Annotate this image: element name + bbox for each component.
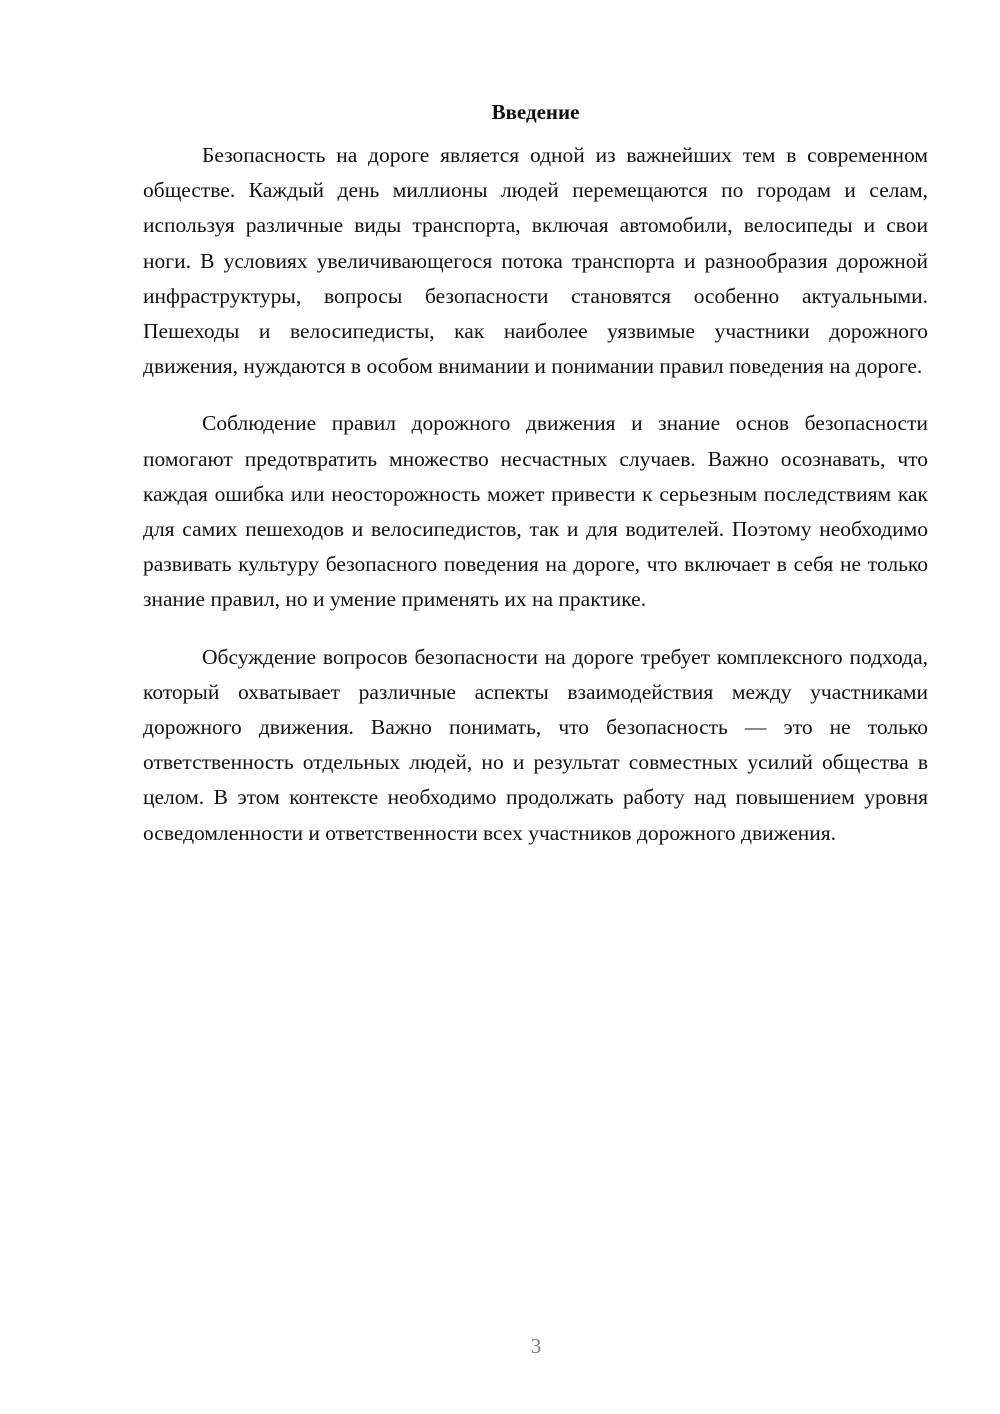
- page-content: [143, 96, 928, 873]
- paragraph-2: Соблюдение правил дорожного движения и знание основ безопасности помогают предотвратить множество несчастных случаев. Важно осознавать, что каждая ошибка или неосторожность может привести к серьезным последствиям как для самих пешеходов и велосипедистов, так и для водителей. Поэтому необходимо развивать культуру безопасного поведения на дороге, что включает в себя не только знание правил, но и умение применять их на практике.: [143, 411, 928, 612]
- page-number: 3: [530, 1334, 542, 1358]
- section-title: Введение: [491, 100, 580, 124]
- paragraph-3: Обсуждение вопросов безопасности на дороге требует комплексного подхода, который охватывает различные аспекты взаимодействия между участниками дорожного движения. Важно понимать, что безопасность — это не только ответственность отдельных людей, но и результат совместных усилий общества в целом. В этом контексте необходимо продолжать работу над повышением уровня осведомленности и ответственности всех участников дорожного движения.: [143, 644, 928, 845]
- paragraph-1: Безопасность на дороге является одной из важнейших тем в современном обществе. Каждый день миллионы людей перемещаются по городам и селам, используя различные виды транспорта, включая автомобили, велосипеды и свои ноги. В условиях увеличивающегося потока транспорта и разнообразия дорожной инфраструктуры, вопросы безопасности становятся особенно актуальными. Пешеходы и велосипедисты, как наиболее уязвимые участники дорожного движения, нуждаются в особом внимании и понимании правил поведения на дороге.: [143, 143, 928, 379]
